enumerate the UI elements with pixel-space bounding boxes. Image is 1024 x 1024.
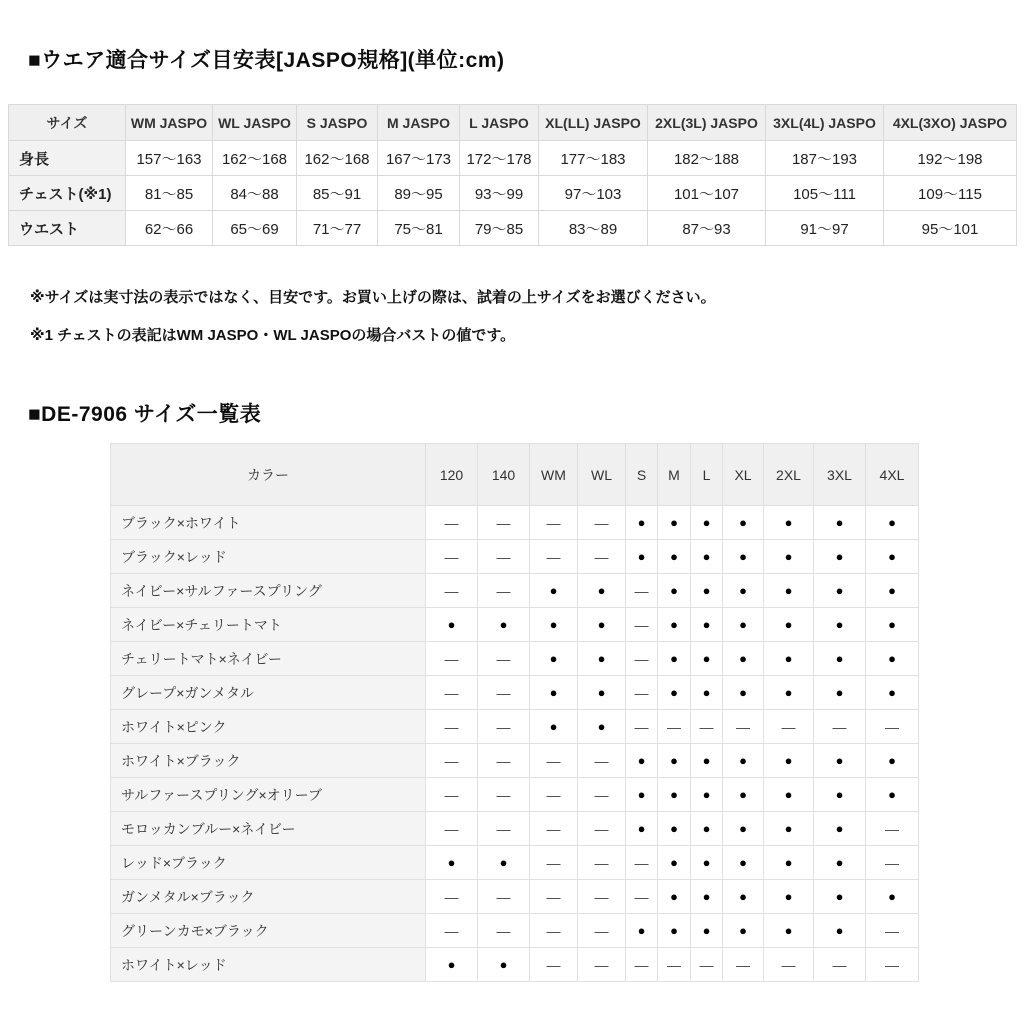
size-range-cell: 65〜69: [213, 211, 297, 246]
available-dot: ●: [426, 608, 478, 642]
available-dot: ●: [578, 574, 626, 608]
color-name-cell: ブラック×ホワイト: [111, 506, 426, 540]
size-table-header-cell: サイズ: [9, 105, 126, 141]
size-table-header-cell: WL JASPO: [213, 105, 297, 141]
available-dot: ●: [764, 812, 814, 846]
availability-row: [111, 846, 919, 880]
available-dot: ●: [764, 676, 814, 710]
available-dot: ●: [658, 642, 691, 676]
available-dot: ●: [626, 812, 658, 846]
unavailable-dash: —: [723, 948, 764, 982]
color-name-cell: ネイビー×チェリートマト: [111, 608, 426, 642]
size-table-header-cell: M JASPO: [378, 105, 460, 141]
unavailable-dash: —: [530, 948, 578, 982]
availability-row: [111, 608, 919, 642]
available-dot: ●: [691, 744, 723, 778]
available-dot: ●: [691, 540, 723, 574]
size-table-header-cell: 2XL(3L) JASPO: [648, 105, 766, 141]
available-dot: ●: [866, 574, 919, 608]
size-range-cell: 75〜81: [378, 211, 460, 246]
available-dot: ●: [626, 506, 658, 540]
unavailable-dash: —: [814, 948, 866, 982]
unavailable-dash: —: [426, 676, 478, 710]
unavailable-dash: —: [578, 506, 626, 540]
available-dot: ●: [866, 676, 919, 710]
unavailable-dash: —: [578, 846, 626, 880]
available-dot: ●: [723, 506, 764, 540]
available-dot: ●: [658, 744, 691, 778]
available-dot: ●: [866, 642, 919, 676]
availability-header-cell: WL: [578, 444, 626, 506]
available-dot: ●: [764, 540, 814, 574]
available-dot: ●: [478, 608, 530, 642]
size-range-cell: 87〜93: [648, 211, 766, 246]
available-dot: ●: [723, 880, 764, 914]
unavailable-dash: —: [578, 744, 626, 778]
size-range-cell: 79〜85: [460, 211, 539, 246]
unavailable-dash: —: [866, 812, 919, 846]
available-dot: ●: [691, 676, 723, 710]
availability-row: [111, 642, 919, 676]
available-dot: ●: [814, 608, 866, 642]
available-dot: ●: [764, 880, 814, 914]
available-dot: ●: [530, 710, 578, 744]
size-table-header-cell: S JASPO: [297, 105, 378, 141]
available-dot: ●: [723, 574, 764, 608]
available-dot: ●: [578, 642, 626, 676]
available-dot: ●: [658, 812, 691, 846]
unavailable-dash: —: [426, 880, 478, 914]
unavailable-dash: —: [530, 880, 578, 914]
size-range-cell: 71〜77: [297, 211, 378, 246]
de7906-availability-table: [110, 443, 919, 982]
size-table-row-label: チェスト(※1): [9, 176, 126, 211]
unavailable-dash: —: [626, 608, 658, 642]
unavailable-dash: —: [691, 948, 723, 982]
available-dot: ●: [626, 914, 658, 948]
available-dot: ●: [658, 608, 691, 642]
size-range-cell: 157〜163: [126, 141, 213, 176]
availability-header-cell: 120: [426, 444, 478, 506]
available-dot: ●: [578, 710, 626, 744]
available-dot: ●: [866, 506, 919, 540]
available-dot: ●: [723, 846, 764, 880]
availability-row: [111, 880, 919, 914]
available-dot: ●: [723, 642, 764, 676]
unavailable-dash: —: [723, 710, 764, 744]
available-dot: ●: [723, 744, 764, 778]
unavailable-dash: —: [578, 812, 626, 846]
available-dot: ●: [658, 506, 691, 540]
available-dot: ●: [814, 914, 866, 948]
availability-header-cell: S: [626, 444, 658, 506]
unavailable-dash: —: [866, 710, 919, 744]
size-table-row: [9, 211, 1017, 246]
available-dot: ●: [814, 574, 866, 608]
availability-header-cell: L: [691, 444, 723, 506]
unavailable-dash: —: [764, 710, 814, 744]
unavailable-dash: —: [478, 778, 530, 812]
color-name-cell: チェリートマト×ネイビー: [111, 642, 426, 676]
available-dot: ●: [658, 778, 691, 812]
available-dot: ●: [723, 676, 764, 710]
availability-row: [111, 540, 919, 574]
unavailable-dash: —: [626, 948, 658, 982]
de7906-size-list-title: ■DE-7906 サイズ一覧表: [28, 403, 262, 426]
unavailable-dash: —: [530, 506, 578, 540]
size-range-cell: 84〜88: [213, 176, 297, 211]
jaspo-size-table: [8, 104, 1017, 246]
available-dot: ●: [764, 744, 814, 778]
available-dot: ●: [426, 846, 478, 880]
size-table-row-label: 身長: [9, 141, 126, 176]
unavailable-dash: —: [530, 540, 578, 574]
availability-row: [111, 744, 919, 778]
jaspo-size-guide-title: ■ウエア適合サイズ目安表[JASPO規格](単位:cm): [28, 49, 505, 72]
unavailable-dash: —: [426, 812, 478, 846]
unavailable-dash: —: [866, 914, 919, 948]
color-name-cell: モロッカンブルー×ネイビー: [111, 812, 426, 846]
available-dot: ●: [866, 778, 919, 812]
available-dot: ●: [723, 812, 764, 846]
size-table-row: [9, 176, 1017, 211]
available-dot: ●: [764, 642, 814, 676]
size-range-cell: 81〜85: [126, 176, 213, 211]
available-dot: ●: [814, 506, 866, 540]
available-dot: ●: [723, 914, 764, 948]
available-dot: ●: [691, 574, 723, 608]
unavailable-dash: —: [478, 710, 530, 744]
unavailable-dash: —: [478, 676, 530, 710]
color-name-cell: ブラック×レッド: [111, 540, 426, 574]
color-name-cell: サルファースプリング×オリーブ: [111, 778, 426, 812]
color-name-cell: ガンメタル×ブラック: [111, 880, 426, 914]
available-dot: ●: [530, 574, 578, 608]
unavailable-dash: —: [478, 914, 530, 948]
size-range-cell: 162〜168: [213, 141, 297, 176]
available-dot: ●: [814, 880, 866, 914]
unavailable-dash: —: [578, 880, 626, 914]
size-range-cell: 97〜103: [539, 176, 648, 211]
unavailable-dash: —: [478, 540, 530, 574]
unavailable-dash: —: [626, 846, 658, 880]
size-table-header-row: [9, 105, 1017, 141]
unavailable-dash: —: [626, 574, 658, 608]
available-dot: ●: [530, 676, 578, 710]
size-table-header-cell: WM JASPO: [126, 105, 213, 141]
available-dot: ●: [814, 812, 866, 846]
size-range-cell: 167〜173: [378, 141, 460, 176]
unavailable-dash: —: [530, 812, 578, 846]
available-dot: ●: [764, 506, 814, 540]
size-range-cell: 162〜168: [297, 141, 378, 176]
unavailable-dash: —: [426, 710, 478, 744]
unavailable-dash: —: [478, 812, 530, 846]
available-dot: ●: [723, 540, 764, 574]
unavailable-dash: —: [578, 778, 626, 812]
availability-row: [111, 914, 919, 948]
available-dot: ●: [866, 744, 919, 778]
available-dot: ●: [691, 778, 723, 812]
availability-row: [111, 506, 919, 540]
available-dot: ●: [764, 846, 814, 880]
size-range-cell: 192〜198: [884, 141, 1017, 176]
unavailable-dash: —: [426, 744, 478, 778]
size-disclaimer-note: ※サイズは実寸法の表示ではなく、目安です。お買い上げの際は、試着の上サイズをお選びください。: [30, 289, 716, 306]
size-table-row-label: ウエスト: [9, 211, 126, 246]
unavailable-dash: —: [426, 540, 478, 574]
availability-row: [111, 574, 919, 608]
size-table-header-cell: 4XL(3XO) JASPO: [884, 105, 1017, 141]
size-range-cell: 95〜101: [884, 211, 1017, 246]
available-dot: ●: [866, 880, 919, 914]
unavailable-dash: —: [866, 948, 919, 982]
available-dot: ●: [814, 744, 866, 778]
availability-header-cell: M: [658, 444, 691, 506]
unavailable-dash: —: [658, 948, 691, 982]
availability-header-cell: 3XL: [814, 444, 866, 506]
unavailable-dash: —: [578, 540, 626, 574]
availability-row: [111, 710, 919, 744]
availability-header-cell: XL: [723, 444, 764, 506]
available-dot: ●: [658, 540, 691, 574]
available-dot: ●: [814, 540, 866, 574]
available-dot: ●: [723, 778, 764, 812]
available-dot: ●: [626, 540, 658, 574]
available-dot: ●: [866, 540, 919, 574]
unavailable-dash: —: [530, 914, 578, 948]
unavailable-dash: —: [478, 574, 530, 608]
color-name-cell: レッド×ブラック: [111, 846, 426, 880]
color-name-cell: ネイビー×サルファースプリング: [111, 574, 426, 608]
size-range-cell: 109〜115: [884, 176, 1017, 211]
size-range-cell: 83〜89: [539, 211, 648, 246]
available-dot: ●: [658, 846, 691, 880]
color-name-cell: ホワイト×ピンク: [111, 710, 426, 744]
unavailable-dash: —: [530, 778, 578, 812]
size-table-row: [9, 141, 1017, 176]
availability-header-row: [111, 444, 919, 506]
available-dot: ●: [814, 676, 866, 710]
size-range-cell: 182〜188: [648, 141, 766, 176]
available-dot: ●: [626, 778, 658, 812]
size-range-cell: 93〜99: [460, 176, 539, 211]
unavailable-dash: —: [626, 676, 658, 710]
color-name-cell: ホワイト×レッド: [111, 948, 426, 982]
available-dot: ●: [814, 846, 866, 880]
available-dot: ●: [866, 608, 919, 642]
available-dot: ●: [426, 948, 478, 982]
size-table-header-cell: 3XL(4L) JASPO: [766, 105, 884, 141]
availability-row: [111, 812, 919, 846]
size-table-header-cell: L JASPO: [460, 105, 539, 141]
unavailable-dash: —: [626, 710, 658, 744]
color-name-cell: ホワイト×ブラック: [111, 744, 426, 778]
size-range-cell: 89〜95: [378, 176, 460, 211]
available-dot: ●: [691, 812, 723, 846]
available-dot: ●: [691, 642, 723, 676]
unavailable-dash: —: [626, 880, 658, 914]
available-dot: ●: [658, 574, 691, 608]
size-range-cell: 172〜178: [460, 141, 539, 176]
unavailable-dash: —: [626, 642, 658, 676]
color-name-cell: グリーンカモ×ブラック: [111, 914, 426, 948]
unavailable-dash: —: [426, 574, 478, 608]
available-dot: ●: [691, 914, 723, 948]
unavailable-dash: —: [691, 710, 723, 744]
chest-footnote: ※1 チェストの表記はWM JASPO・WL JASPOの場合バストの値です。: [30, 327, 516, 344]
unavailable-dash: —: [426, 642, 478, 676]
available-dot: ●: [578, 608, 626, 642]
available-dot: ●: [691, 846, 723, 880]
available-dot: ●: [723, 608, 764, 642]
unavailable-dash: —: [478, 506, 530, 540]
available-dot: ●: [530, 608, 578, 642]
availability-header-cell: カラー: [111, 444, 426, 506]
unavailable-dash: —: [426, 778, 478, 812]
unavailable-dash: —: [478, 744, 530, 778]
size-range-cell: 101〜107: [648, 176, 766, 211]
availability-row: [111, 676, 919, 710]
size-range-cell: 62〜66: [126, 211, 213, 246]
available-dot: ●: [764, 574, 814, 608]
size-range-cell: 85〜91: [297, 176, 378, 211]
available-dot: ●: [478, 948, 530, 982]
available-dot: ●: [764, 914, 814, 948]
unavailable-dash: —: [478, 880, 530, 914]
unavailable-dash: —: [578, 914, 626, 948]
available-dot: ●: [578, 676, 626, 710]
unavailable-dash: —: [578, 948, 626, 982]
available-dot: ●: [691, 880, 723, 914]
size-range-cell: 177〜183: [539, 141, 648, 176]
available-dot: ●: [691, 608, 723, 642]
size-range-cell: 105〜111: [766, 176, 884, 211]
availability-row: [111, 948, 919, 982]
availability-header-cell: 2XL: [764, 444, 814, 506]
available-dot: ●: [814, 642, 866, 676]
color-name-cell: グレープ×ガンメタル: [111, 676, 426, 710]
unavailable-dash: —: [426, 506, 478, 540]
available-dot: ●: [658, 676, 691, 710]
unavailable-dash: —: [530, 846, 578, 880]
size-range-cell: 91〜97: [766, 211, 884, 246]
available-dot: ●: [691, 506, 723, 540]
unavailable-dash: —: [866, 846, 919, 880]
available-dot: ●: [764, 778, 814, 812]
availability-header-cell: 140: [478, 444, 530, 506]
available-dot: ●: [764, 608, 814, 642]
available-dot: ●: [478, 846, 530, 880]
availability-header-cell: WM: [530, 444, 578, 506]
unavailable-dash: —: [814, 710, 866, 744]
available-dot: ●: [530, 642, 578, 676]
unavailable-dash: —: [530, 744, 578, 778]
unavailable-dash: —: [478, 642, 530, 676]
availability-header-cell: 4XL: [866, 444, 919, 506]
size-table-header-cell: XL(LL) JASPO: [539, 105, 648, 141]
available-dot: ●: [814, 778, 866, 812]
available-dot: ●: [626, 744, 658, 778]
available-dot: ●: [658, 880, 691, 914]
size-range-cell: 187〜193: [766, 141, 884, 176]
unavailable-dash: —: [426, 914, 478, 948]
available-dot: ●: [658, 914, 691, 948]
unavailable-dash: —: [764, 948, 814, 982]
unavailable-dash: —: [658, 710, 691, 744]
availability-row: [111, 778, 919, 812]
